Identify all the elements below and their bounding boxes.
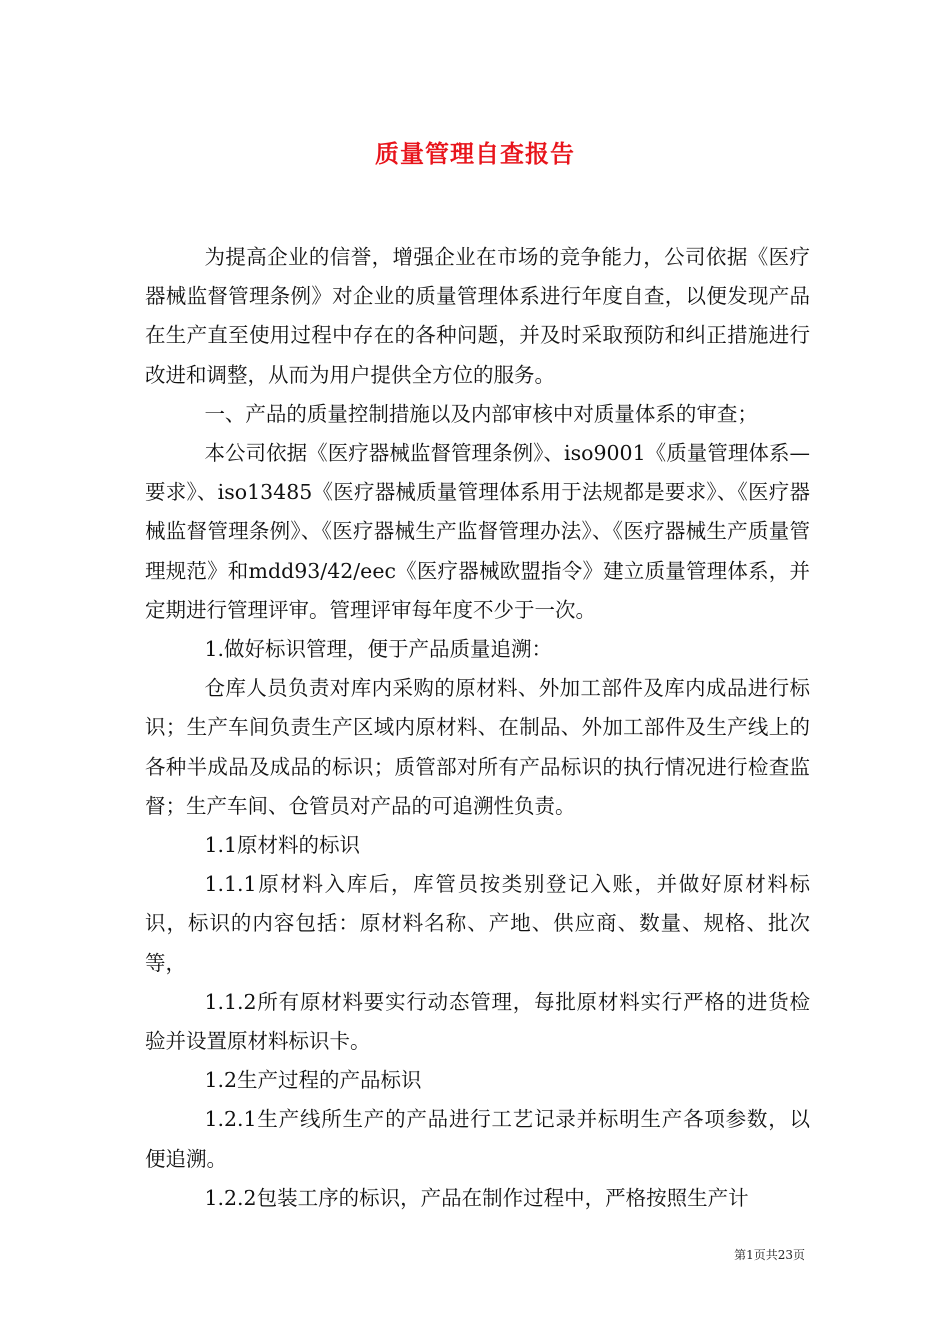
- document-title: 质量管理自查报告: [375, 139, 575, 168]
- item-heading-1-2: 1.2生产过程的产品标识: [204, 1068, 422, 1093]
- paragraph-1-1-1: 1.1.1原材料入库后，库管员按类别登记入账，并做好原材料标识，标识的内容包括：原材料名称、产地、供应商、数量、规格、批次等，: [145, 872, 810, 975]
- paragraph-labeling: 仓库人员负责对库内采购的原材料、外加工部件及库内成品进行标识；生产车间负责生产区域内原材料、在制品、外加工部件及生产线上的各种半成品及成品的标识；质管部对所有产品标识的执行情况进行检查监督；生产车间、仓管员对产品的可追溯性负责。: [145, 676, 810, 818]
- item-heading-1-1: 1.1原材料的标识: [204, 833, 361, 858]
- item-heading-1: 1.做好标识管理，便于产品质量追溯：: [204, 637, 552, 662]
- paragraph-1-2-2: 1.2.2包装工序的标识，产品在制作过程中，严格按照生产计: [204, 1185, 749, 1210]
- page-number: 第1页共23页: [734, 1248, 805, 1262]
- paragraph-1-2-1: 1.2.1生产线所生产的产品进行工艺记录并标明生产各项参数，以便追溯。: [145, 1107, 810, 1171]
- document-body: [145, 238, 810, 1218]
- section-heading-1: 一、产品的质量控制措施以及内部审核中对质量体系的审查；: [204, 401, 758, 426]
- paragraph-intro: 为提高企业的信誉，增强企业在市场的竞争能力，公司依据《医疗器械监督管理条例》对企业的质量管理体系进行年度自查，以便发现产品在生产直至使用过程中存在的各种问题，并及时采取预防和纠正措施进行改进和调整，从而为用户提供全方位的服务。: [145, 245, 810, 387]
- paragraph-1-1-2: 1.1.2所有原材料要实行动态管理，每批原材料实行严格的进货检验并设置原材料标识卡。: [145, 989, 810, 1054]
- paragraph-basis: 本公司依据《医疗器械监督管理条例》、iso9001《质量管理体系—要求》、iso13485《医疗器械质量管理体系用于法规都是要求》、《医疗器械监督管理条例》、《医疗器械生产监督管理办法》、《医疗器械生产质量管理规范》和mdd93/42/eec《医疗器械欧盟指令》建立质量管理体系，并定期进行管理评审。管理评审每年度不少于一次。: [145, 441, 810, 622]
